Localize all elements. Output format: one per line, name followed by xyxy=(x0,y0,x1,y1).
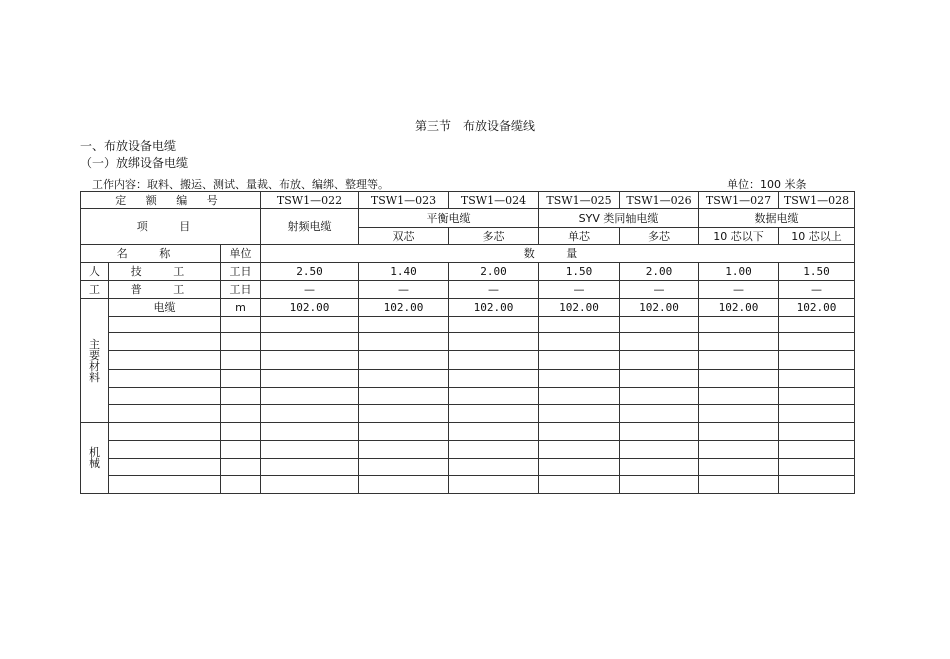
empty-row xyxy=(81,333,855,351)
subheader-cell: 双芯 xyxy=(359,228,449,245)
subheader-cell: 10 芯以上 xyxy=(779,228,855,245)
value-cell: 2.50 xyxy=(261,263,359,281)
empty-row xyxy=(81,441,855,459)
value-cell: 102.00 xyxy=(699,299,779,317)
category-row xyxy=(81,209,855,228)
work-content: 工作内容：取料、搬运、测试、量裁、布放、编绑、整理等。 xyxy=(92,178,389,191)
empty-row xyxy=(81,351,855,370)
name-row xyxy=(81,245,855,263)
labor-label-bottom: 工 xyxy=(81,281,109,299)
value-cell: 1.00 xyxy=(699,263,779,281)
value-cell: 1.50 xyxy=(539,263,620,281)
value-cell: — xyxy=(779,281,855,299)
value-cell: 1.40 xyxy=(359,263,449,281)
value-cell: 2.00 xyxy=(449,263,539,281)
value-cell: — xyxy=(261,281,359,299)
value-cell: 102.00 xyxy=(779,299,855,317)
code-cell: TSW1—022 xyxy=(261,192,359,209)
empty-row xyxy=(81,388,855,405)
workday-unit: 工日 xyxy=(221,263,261,281)
machinery-row xyxy=(81,423,855,441)
subheader-cell: 10 芯以下 xyxy=(699,228,779,245)
value-cell: — xyxy=(359,281,449,299)
item-label: 项 目 xyxy=(81,209,261,245)
quota-table xyxy=(80,191,855,494)
value-cell: 1.50 xyxy=(779,263,855,281)
quota-code-label: 定 额 编 号 xyxy=(81,192,261,209)
section-title: 第三节 布放设备缆线 xyxy=(414,119,535,133)
general-labor-row xyxy=(81,281,855,299)
coax-cable-header: SYV 类同轴电缆 xyxy=(539,209,699,228)
unit-label: 单位：100 米条 xyxy=(727,178,807,191)
value-cell: — xyxy=(539,281,620,299)
empty-row xyxy=(81,476,855,494)
cable-unit: m xyxy=(221,299,261,317)
labor-label-top: 人 xyxy=(81,263,109,281)
data-cable-header: 数据电缆 xyxy=(699,209,855,228)
cable-material-row xyxy=(81,299,855,317)
code-cell: TSW1—024 xyxy=(449,192,539,209)
value-cell: 102.00 xyxy=(449,299,539,317)
rf-cable-header: 射频电缆 xyxy=(261,209,359,245)
value-cell: 102.00 xyxy=(620,299,699,317)
code-cell: TSW1—028 xyxy=(779,192,855,209)
value-cell: 102.00 xyxy=(359,299,449,317)
value-cell: 102.00 xyxy=(261,299,359,317)
empty-row xyxy=(81,405,855,423)
code-cell: TSW1—026 xyxy=(620,192,699,209)
quantity-label: 数 量 xyxy=(261,245,855,263)
code-cell: TSW1—025 xyxy=(539,192,620,209)
subheader-cell: 单芯 xyxy=(539,228,620,245)
workday-unit: 工日 xyxy=(221,281,261,299)
subheader-cell: 多芯 xyxy=(449,228,539,245)
cable-name: 电缆 xyxy=(109,299,221,317)
heading-level1: 一、布放设备电缆 xyxy=(80,139,177,153)
value-cell: — xyxy=(620,281,699,299)
name-label: 名 称 xyxy=(81,245,221,263)
value-cell: — xyxy=(449,281,539,299)
empty-row xyxy=(81,459,855,476)
unit-column-label: 单位 xyxy=(221,245,261,263)
skilled-labor-row xyxy=(81,263,855,281)
empty-row xyxy=(81,370,855,388)
value-cell: 102.00 xyxy=(539,299,620,317)
heading-level2: （一）放绑设备电缆 xyxy=(80,156,189,170)
value-cell: — xyxy=(699,281,779,299)
machinery-label: 机 械 xyxy=(81,423,109,494)
code-row xyxy=(81,192,855,209)
empty-row xyxy=(81,317,855,333)
value-cell: 2.00 xyxy=(620,263,699,281)
subheader-cell: 多芯 xyxy=(620,228,699,245)
code-cell: TSW1—023 xyxy=(359,192,449,209)
skilled-label: 技 工 xyxy=(109,263,221,281)
code-cell: TSW1—027 xyxy=(699,192,779,209)
general-label: 普 工 xyxy=(109,281,221,299)
balanced-cable-header: 平衡电缆 xyxy=(359,209,539,228)
materials-label: 主 要 材 料 xyxy=(81,299,109,423)
